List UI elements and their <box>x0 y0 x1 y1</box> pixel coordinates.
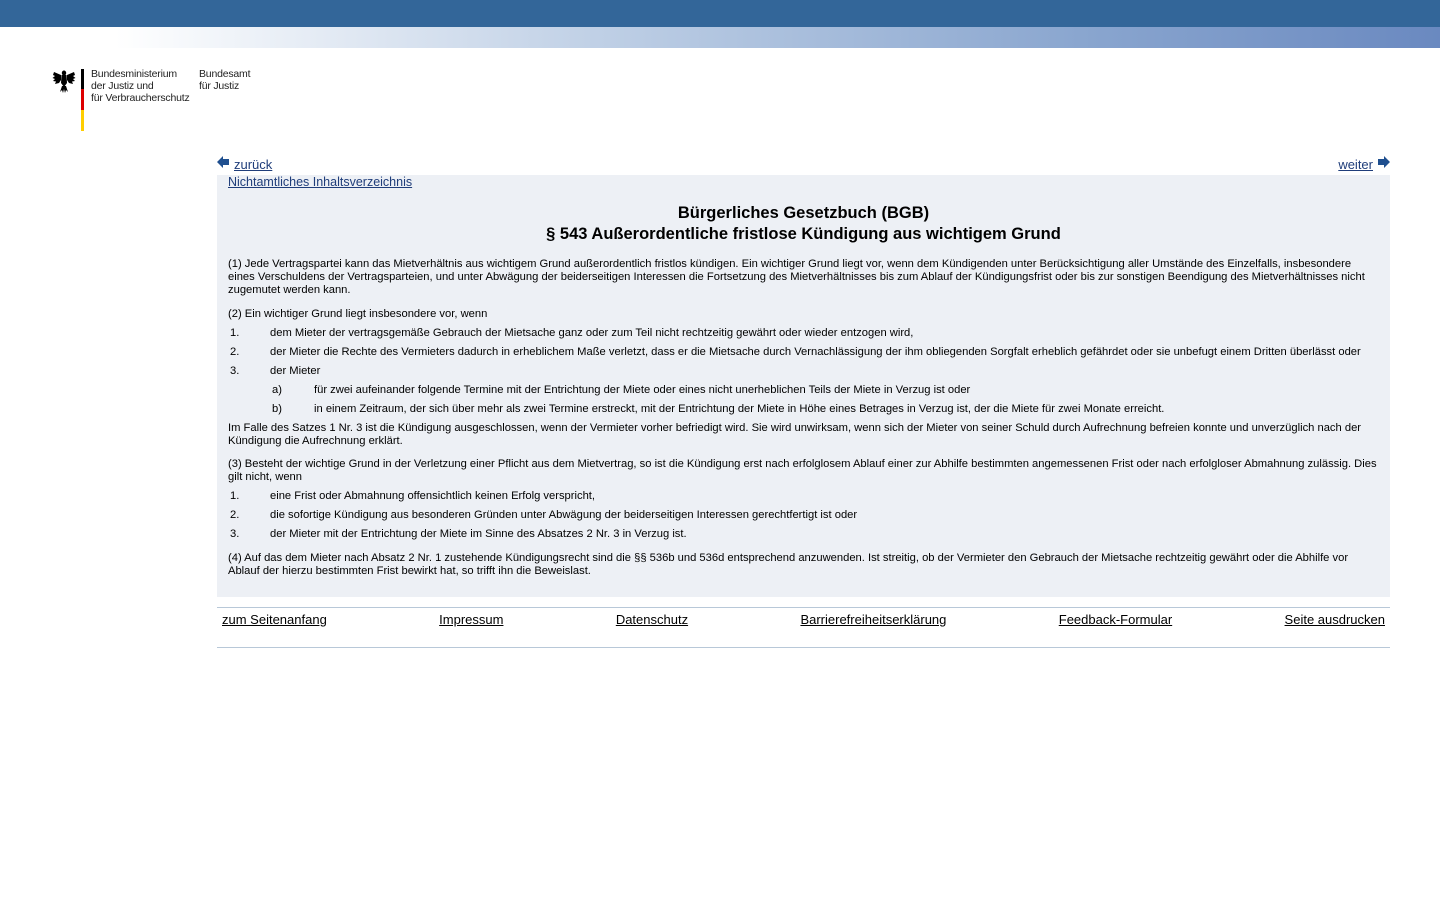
top-banner <box>0 0 1440 27</box>
list-item: 1. eine Frist oder Abmahnung offensichtlich keinen Erfolg verspricht, <box>230 490 596 502</box>
law-content <box>217 175 1390 597</box>
list-item: 3. der Mieter mit der Entrichtung der Miete im Sinne des Absatzes 2 Nr. 3 in Verzug ist. <box>230 528 687 540</box>
back-link[interactable] <box>217 155 272 172</box>
footer-divider <box>217 607 1390 608</box>
sub-list-item: a) für zwei aufeinander folgende Termine mit der Entrichtung der Miete oder eines nicht unerheblichen Teils der Miete in Verzug ist oder <box>272 384 971 396</box>
list-item: 2. die sofortige Kündigung aus besonderen Gründen unter Abwägung der beiderseitigen Interessen gerechtfertigt ist oder <box>230 509 858 521</box>
footer-link-print[interactable]: Seite ausdrucken <box>1284 612 1385 627</box>
paragraph-2-intro: (2) Ein wichtiger Grund liegt insbesondere vor, wenn <box>228 308 488 320</box>
list-item: 2. der Mieter die Rechte des Vermieters dadurch in erheblichem Maße verletzt, dass er die Mietsache durch Vernachlässigung der ihm obliegenden Sorgfalt erheblich gefährdet oder sie unbefugt einem Dritten überlässt oder <box>230 346 1361 358</box>
sub-list-item: b) in einem Zeitraum, der sich über mehr als zwei Termine erstreckt, mit der Entrichtung der Miete in Höhe eines Betrages in Verzug ist, der die Miete für zwei Monate erreicht. <box>272 403 1165 415</box>
footer-link-imprint[interactable]: Impressum <box>439 612 504 627</box>
paragraph-2-outro: Im Falle des Satzes 1 Nr. 3 ist die Kündigung ausgeschlossen, wenn der Vermieter vorher befriedigt wird. Sie wird unwirksam, wenn sich der Mieter von seiner Schuld durch Aufrechnung befreien konnte und unverzüglich nach der Kündigung die Aufrechnung erklärt. <box>228 422 1362 447</box>
paragraph-1: (1) Jede Vertragspartei kann das Mietverhältnis aus wichtigem Grund außerordentlich fristlos kündigen. Ein wichtiger Grund liegt vor, wenn dem Kündigenden unter Berücksichtigung aller Umstände des Einzelfalls, insbesondere eines Verschuldens der Vertragsparteien, und unter Abwägung der beiderseitigen Interessen die Fortsetzung des Mietverhältnisses bis zum Ablauf der Kündigungsfrist oder bis zur sonstigen Beendigung des Mietverhältnisses nicht zugemutet werden kann. <box>228 258 1365 296</box>
arrow-right-icon <box>1378 155 1390 169</box>
paragraph-3-intro: (3) Besteht der wichtige Grund in der Verletzung einer Pflicht aus dem Mietvertrag, so ist die Kündigung erst nach erfolglosem Ablauf einer zur Abhilfe bestimmten angemessenen Frist oder nach erfolgloser Abmahnung zulässig. Dies gilt nicht, wenn <box>228 458 1377 483</box>
section-title: § 543 Außerordentliche fristlose Kündigung aus wichtigem Grund <box>546 225 1061 243</box>
toc-link[interactable]: Nichtamtliches Inhaltsverzeichnis <box>228 175 413 189</box>
next-link[interactable] <box>1338 155 1390 172</box>
footer-link-accessibility[interactable]: Barrierefreiheitserklärung <box>800 612 947 627</box>
gradient-banner <box>0 27 1440 48</box>
footer-divider <box>217 647 1390 648</box>
office-name: Bundesamt für Justiz <box>199 68 251 92</box>
footer-link-top[interactable]: zum Seitenanfang <box>222 612 327 627</box>
page-title <box>228 203 1379 245</box>
ministry-name: Bundesministerium der Justiz und für Verbraucherschutz <box>91 68 190 104</box>
federal-eagle-icon <box>52 68 76 94</box>
flag-stripe <box>81 69 84 131</box>
footer-links <box>217 612 1390 632</box>
footer-link-feedback[interactable]: Feedback-Formular <box>1058 612 1173 627</box>
page-navigation <box>217 155 1390 175</box>
back-link-label[interactable]: zurück <box>234 157 273 172</box>
footer-link-privacy[interactable]: Datenschutz <box>615 612 689 627</box>
list-item: 3. der Mieter <box>230 365 321 377</box>
arrow-left-icon <box>217 155 229 169</box>
list-item: 1. dem Mieter der vertragsgemäße Gebrauch der Mietsache ganz oder zum Teil nicht rechtzeitig gewährt oder wieder entzogen wird, <box>230 327 914 339</box>
paragraph-4: (4) Auf das dem Mieter nach Absatz 2 Nr. 1 zustehende Kündigungsrecht sind die §§ 536b und 536d entsprechend anzuwenden. Ist streitig, ob der Vermieter den Gebrauch der Mietsache rechtzeitig gewährt oder die Abhilfe vor Ablauf der hierzu bestimmten Frist bewirkt hat, so trifft ihn die Beweislast. <box>228 552 1349 577</box>
ministry-logo <box>52 68 262 132</box>
law-title: Bürgerliches Gesetzbuch (BGB) <box>677 204 930 222</box>
next-link-label[interactable]: weiter <box>1338 157 1373 172</box>
